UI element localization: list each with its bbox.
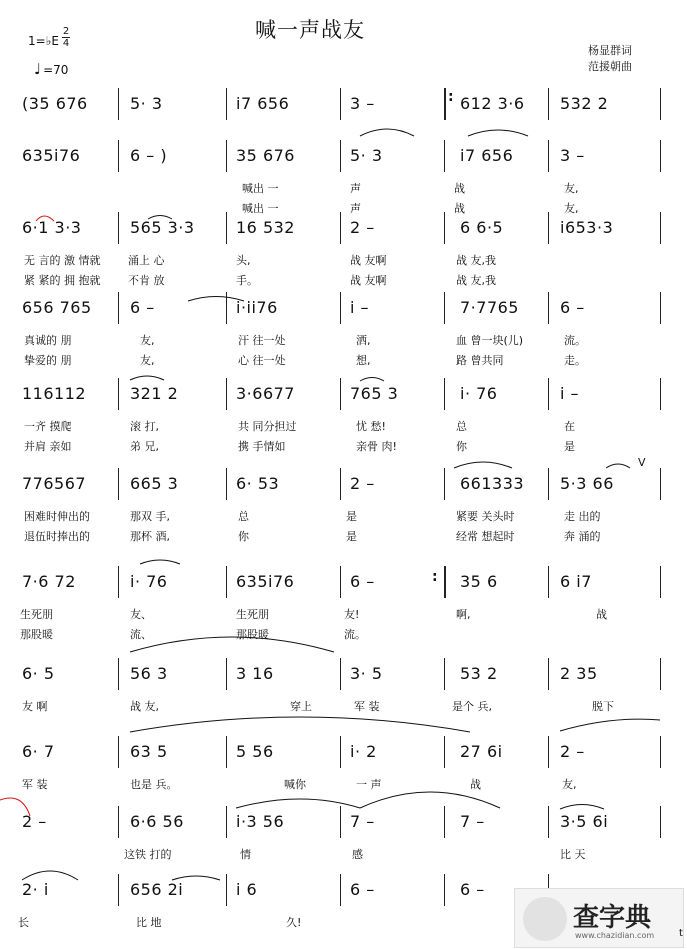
bar-line xyxy=(226,468,227,500)
lyric-verse-1: 流。 xyxy=(564,334,586,347)
bar-line xyxy=(444,212,445,244)
tempo-value: =70 xyxy=(43,63,69,77)
bar-line xyxy=(660,566,661,598)
lyric-verse-1: 比 地 xyxy=(136,916,162,929)
lyricist-credit: 杨显群词 xyxy=(588,44,632,57)
lyric-verse-1: 战 友,我 xyxy=(456,254,496,267)
bar-line xyxy=(548,736,549,768)
note-group: 2 – xyxy=(350,218,375,237)
note-group: 6· 7 xyxy=(22,742,55,761)
note-group: 116112 xyxy=(22,384,87,403)
note-group: 3· 5 xyxy=(350,664,383,683)
bar-line xyxy=(340,88,341,120)
lyric-verse-1: 也是 兵。 xyxy=(130,778,178,791)
bar-line xyxy=(118,292,119,324)
bar-line xyxy=(444,468,445,500)
note-group: 665 3 xyxy=(130,474,179,493)
lyric-verse-2: 手。 xyxy=(236,274,258,287)
composer-credit: 范援朝曲 xyxy=(588,60,632,73)
note-group: 6 – xyxy=(460,880,485,899)
note-group: i – xyxy=(560,384,580,403)
note-group: (35 676 xyxy=(22,94,88,113)
note-group: i653·3 xyxy=(560,218,614,237)
note-group: 6· 5 xyxy=(22,664,55,683)
bar-line xyxy=(444,736,445,768)
note-group: i· 2 xyxy=(350,742,377,761)
lyric-verse-2: 你 xyxy=(238,530,249,543)
note-group: i – xyxy=(350,298,370,317)
lyric-verse-1: 友 啊 xyxy=(22,700,48,713)
note-group: 6 i7 xyxy=(560,572,592,591)
note-group: 765 3 xyxy=(350,384,399,403)
bar-line xyxy=(118,566,119,598)
note-group: 2 35 xyxy=(560,664,598,683)
bar-line xyxy=(548,212,549,244)
lyric-verse-1: 无 言的 激 情就 xyxy=(24,254,101,267)
bar-line xyxy=(118,736,119,768)
note-group: 56 3 xyxy=(130,664,168,683)
time-signature xyxy=(62,26,70,49)
note-group: 35 6 xyxy=(460,572,498,591)
bar-line xyxy=(226,140,227,172)
bar-line xyxy=(118,806,119,838)
bar-line xyxy=(340,658,341,690)
lyric-verse-2: 不肯 放 xyxy=(128,274,165,287)
note-group: 3·5 6i xyxy=(560,812,609,831)
lyric-verse-2: 那杯 酒, xyxy=(130,530,170,543)
note-group: i 6 xyxy=(236,880,258,899)
note-group: 2· i xyxy=(22,880,49,899)
lyric-verse-2: 路 曾共同 xyxy=(456,354,504,367)
lyric-verse-1: 涌上 心 xyxy=(128,254,165,267)
lyric-verse-2: 心 往一处 xyxy=(238,354,286,367)
bar-line xyxy=(444,88,446,120)
note-group: 5·3 66 xyxy=(560,474,614,493)
bar-line xyxy=(118,468,119,500)
note-group: i· 76 xyxy=(460,384,498,403)
bar-line xyxy=(340,806,341,838)
bar-line xyxy=(226,874,227,906)
note-group: i7 656 xyxy=(236,94,290,113)
note-group: i·ii76 xyxy=(236,298,278,317)
lyric-verse-2: 想, xyxy=(356,354,371,367)
lyric-verse-2: 流、 xyxy=(130,628,152,641)
lyric-verse-2: 战 xyxy=(454,202,465,215)
lyric-verse-1: 困难时伸出的 xyxy=(24,510,90,523)
bar-line xyxy=(340,212,341,244)
bar-line xyxy=(444,874,445,906)
lyric-verse-1: 脱下 xyxy=(592,700,614,713)
tail-mark: t xyxy=(679,928,683,939)
note-group: i7 656 xyxy=(460,146,514,165)
bar-line xyxy=(226,566,227,598)
lyric-verse-2: 走。 xyxy=(564,354,586,367)
lyric-verse-1: 是个 兵, xyxy=(452,700,492,713)
bar-line xyxy=(444,378,445,410)
bar-line xyxy=(340,468,341,500)
bar-line xyxy=(660,292,661,324)
breath-mark: V xyxy=(638,456,646,469)
bar-line xyxy=(548,806,549,838)
note-group: 6 – ) xyxy=(130,146,168,165)
note-group: i·3 56 xyxy=(236,812,285,831)
lyric-verse-2: 战 友啊 xyxy=(350,274,387,287)
lyric-verse-1: 生死朋 xyxy=(236,608,269,621)
lyric-verse-2: 流。 xyxy=(344,628,366,641)
bar-line xyxy=(118,88,119,120)
lyric-verse-1: 军 装 xyxy=(354,700,380,713)
lyric-verse-1: 战 友啊 xyxy=(350,254,387,267)
lyric-verse-1: 忧 愁! xyxy=(356,420,386,433)
lyric-verse-1: 友, xyxy=(564,182,579,195)
lyric-verse-1: 滚 打, xyxy=(130,420,159,433)
bar-line xyxy=(444,140,445,172)
lyric-verse-2: 友, xyxy=(564,202,579,215)
bar-line xyxy=(660,378,661,410)
lyric-verse-2: 声 xyxy=(350,202,361,215)
lyric-verse-2: 紧 紧的 拥 抱就 xyxy=(24,274,101,287)
quarter-note-icon: ♩ xyxy=(34,60,42,78)
note-group: 5· 3 xyxy=(350,146,383,165)
bar-line xyxy=(226,88,227,120)
note-group: 661333 xyxy=(460,474,525,493)
bar-line xyxy=(660,736,661,768)
bar-line xyxy=(226,292,227,324)
note-group: 6 – xyxy=(350,572,375,591)
note-group: 6·6 56 xyxy=(130,812,184,831)
note-group: 6 – xyxy=(130,298,155,317)
lyric-verse-2: 并肩 亲如 xyxy=(24,440,72,453)
note-group: 776567 xyxy=(22,474,87,493)
lyric-verse-1: 友, xyxy=(140,334,155,347)
note-group: 635i76 xyxy=(236,572,295,591)
bar-line xyxy=(226,212,227,244)
lyric-verse-1: 那双 手, xyxy=(130,510,170,523)
lyric-verse-1: 情 xyxy=(240,848,251,861)
bar-line xyxy=(340,566,341,598)
bar-line xyxy=(444,566,446,598)
lyric-verse-1: 一 声 xyxy=(356,778,382,791)
note-group: 63 5 xyxy=(130,742,168,761)
lyric-verse-1: 比 天 xyxy=(560,848,586,861)
watermark xyxy=(514,888,684,948)
note-group: 16 532 xyxy=(236,218,295,237)
meter-top: 2 xyxy=(62,26,70,37)
note-group: 3·6677 xyxy=(236,384,295,403)
lyric-verse-1: 长 xyxy=(18,916,29,929)
lyric-verse-2: 亲骨 肉! xyxy=(356,440,397,453)
bar-line xyxy=(660,658,661,690)
note-group: 565 3·3 xyxy=(130,218,195,237)
lyric-verse-1: 共 同分担过 xyxy=(238,420,297,433)
lyric-verse-2: 友, xyxy=(140,354,155,367)
note-group: 532 2 xyxy=(560,94,609,113)
bar-line xyxy=(548,566,549,598)
note-group: 5· 3 xyxy=(130,94,163,113)
note-group: 2 – xyxy=(350,474,375,493)
lyric-verse-1: 喊你 xyxy=(284,778,306,791)
lyric-verse-1: 久! xyxy=(286,916,302,929)
bar-line xyxy=(118,140,119,172)
lyric-verse-2: 那股暖 xyxy=(20,628,53,641)
lyric-verse-1: 战 xyxy=(470,778,481,791)
bar-line xyxy=(340,140,341,172)
bar-line xyxy=(548,468,549,500)
note-group: 656 765 xyxy=(22,298,92,317)
lyric-verse-2: 经常 想起时 xyxy=(456,530,515,543)
bar-line xyxy=(660,140,661,172)
lyric-verse-1: 战 xyxy=(454,182,465,195)
graduation-cap-icon xyxy=(523,897,567,941)
note-group: 7·6 72 xyxy=(22,572,76,591)
note-group: 6· 53 xyxy=(236,474,280,493)
tempo-marking xyxy=(34,60,68,78)
lyric-verse-2: 退伍时捧出的 xyxy=(24,530,90,543)
lyric-verse-1: 真诚的 朋 xyxy=(24,334,72,347)
bar-line xyxy=(660,468,661,500)
lyric-verse-1: 战 友, xyxy=(130,700,159,713)
lyric-verse-2: 喊出 一 xyxy=(242,202,279,215)
lyric-verse-1: 走 出的 xyxy=(564,510,601,523)
bar-line xyxy=(660,212,661,244)
bar-line xyxy=(118,212,119,244)
lyric-verse-2: 战 友,我 xyxy=(456,274,496,287)
note-group: 53 2 xyxy=(460,664,498,683)
bar-line xyxy=(226,378,227,410)
lyric-verse-1: 血 曾一块(儿) xyxy=(456,334,524,347)
lyric-verse-2: 携 手情如 xyxy=(238,440,286,453)
bar-line xyxy=(444,806,445,838)
bar-line xyxy=(226,658,227,690)
note-group: 635i76 xyxy=(22,146,81,165)
note-group: 612 3·6 xyxy=(460,94,525,113)
bar-line xyxy=(226,736,227,768)
bar-line xyxy=(118,658,119,690)
watermark-logo: 查字典 xyxy=(573,903,652,933)
bar-line xyxy=(548,88,549,120)
note-group: 7 – xyxy=(350,812,375,831)
lyric-verse-1: 总 xyxy=(238,510,249,523)
note-group: 5 56 xyxy=(236,742,274,761)
bar-line xyxy=(118,378,119,410)
lyric-verse-1: 声 xyxy=(350,182,361,195)
bar-line xyxy=(444,658,445,690)
repeat-start-dots: : xyxy=(448,89,454,105)
bar-line xyxy=(226,806,227,838)
lyric-verse-1: 军 装 xyxy=(22,778,48,791)
bar-line xyxy=(548,378,549,410)
lyric-verse-1: 汗 往一处 xyxy=(238,334,286,347)
bar-line xyxy=(444,292,445,324)
note-group: 7 – xyxy=(460,812,485,831)
bar-line xyxy=(118,874,119,906)
lyric-verse-1: 友! xyxy=(344,608,360,621)
lyric-verse-1: 头, xyxy=(236,254,251,267)
lyric-verse-1: 一齐 摸爬 xyxy=(24,420,72,433)
lyric-verse-1: 在 xyxy=(564,420,575,433)
lyric-verse-1: 喊出 一 xyxy=(242,182,279,195)
lyric-verse-1: 是 xyxy=(346,510,357,523)
note-group: 2 – xyxy=(22,812,47,831)
lyric-verse-1: 总 xyxy=(456,420,467,433)
meter-bottom: 4 xyxy=(62,38,70,49)
bar-line xyxy=(548,140,549,172)
note-group: 3 16 xyxy=(236,664,274,683)
note-group: 6 6·5 xyxy=(460,218,504,237)
note-group: 27 6i xyxy=(460,742,503,761)
lyric-verse-1: 战 xyxy=(596,608,607,621)
bar-line xyxy=(340,292,341,324)
bar-line xyxy=(660,88,661,120)
watermark-url: www.chazidian.com xyxy=(575,931,655,940)
bar-line xyxy=(660,806,661,838)
note-group: i· 76 xyxy=(130,572,168,591)
lyric-verse-1: 洒, xyxy=(356,334,371,347)
lyric-verse-1: 感 xyxy=(352,848,363,861)
note-group: 6 – xyxy=(560,298,585,317)
bar-line xyxy=(548,292,549,324)
lyric-verse-1: 紧要 关头时 xyxy=(456,510,515,523)
repeat-end-dots: : xyxy=(432,569,438,585)
song-title: 喊一声战友 xyxy=(255,18,365,42)
lyric-verse-1: 这铁 打的 xyxy=(124,848,172,861)
lyric-verse-2: 你 xyxy=(456,440,467,453)
lyric-verse-1: 啊, xyxy=(456,608,471,621)
lyric-verse-1: 穿上 xyxy=(290,700,312,713)
bar-line xyxy=(340,378,341,410)
bar-line xyxy=(340,874,341,906)
note-group: 7·7765 xyxy=(460,298,519,317)
note-group: 3 – xyxy=(350,94,375,113)
lyric-verse-2: 是 xyxy=(346,530,357,543)
note-group: 2 – xyxy=(560,742,585,761)
lyric-verse-1: 友、 xyxy=(130,608,152,621)
lyric-verse-2: 那股暖 xyxy=(236,628,269,641)
bar-line xyxy=(548,658,549,690)
lyric-verse-2: 挚爱的 朋 xyxy=(24,354,72,367)
lyric-verse-1: 生死朋 xyxy=(20,608,53,621)
note-group: 6·1 3·3 xyxy=(22,218,82,237)
lyric-verse-2: 弟 兄, xyxy=(130,440,159,453)
note-group: 35 676 xyxy=(236,146,295,165)
lyric-verse-2: 是 xyxy=(564,440,575,453)
bar-line xyxy=(340,736,341,768)
note-group: 656 2i xyxy=(130,880,184,899)
key-signature: 1=♭E xyxy=(28,34,59,48)
note-group: 321 2 xyxy=(130,384,179,403)
note-group: 3 – xyxy=(560,146,585,165)
note-group: 6 – xyxy=(350,880,375,899)
lyric-verse-2: 奔 涌的 xyxy=(564,530,601,543)
lyric-verse-1: 友, xyxy=(562,778,577,791)
